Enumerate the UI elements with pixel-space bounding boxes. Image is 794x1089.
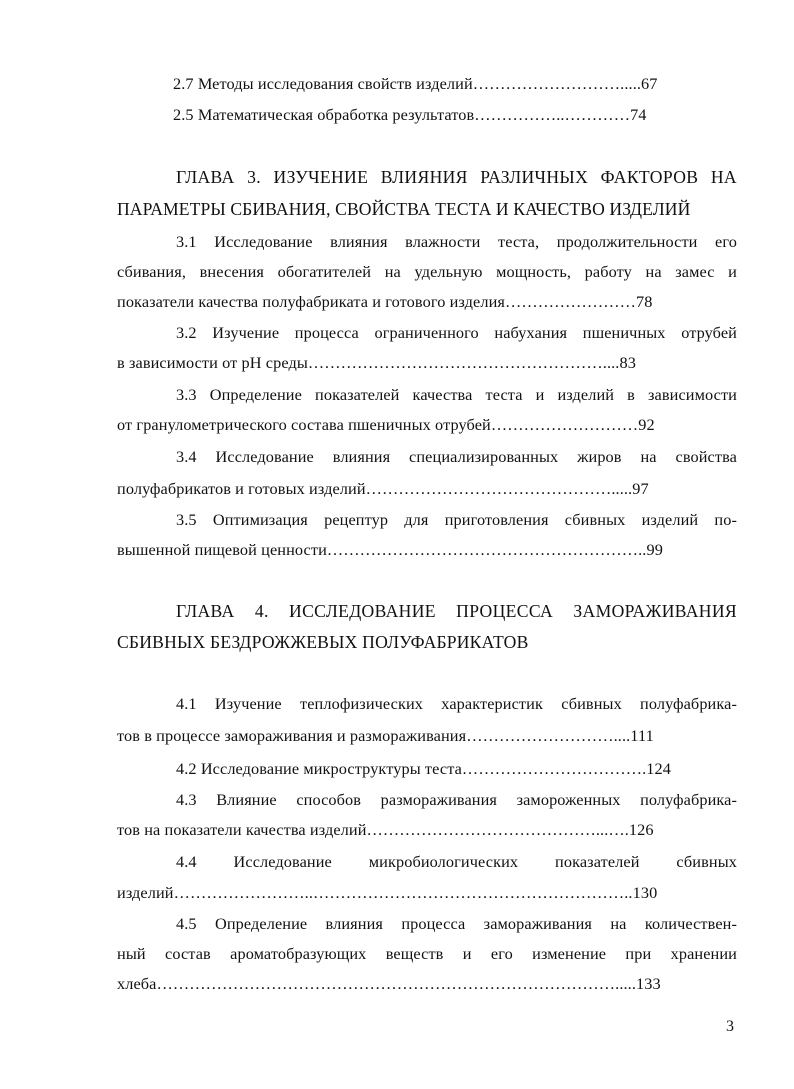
toc-entry-3-2-line-1: 3.2 Изучение процесса ограниченного набухания пшеничных отрубей (176, 323, 737, 342)
toc-entry-4-5-line-3: хлеба………………………………………………………………………….....133 (117, 974, 661, 993)
toc-entry-3-5-line-2: вышенной пищевой ценности…………………………………………………..99 (117, 540, 663, 559)
toc-entry-4-3-line-1: 4.3 Влияние способов размораживания замороженных полуфабрика- (176, 790, 737, 809)
page-number: 3 (726, 1018, 734, 1035)
toc-entry-3-3-line-2: от гранулометрического состава пшеничных отрубей………………………92 (117, 415, 655, 434)
toc-entry-2-5: 2.5 Математическая обработка результатов……………..…………74 (173, 105, 647, 124)
toc-entry-3-3-line-1: 3.3 Определение показателей качества теста и изделий в зависимости (176, 385, 737, 404)
toc-entry-3-1-line-3: показатели качества полуфабриката и готового изделия……………………78 (117, 292, 653, 311)
chapter-3-heading-line-2: ПАРАМЕТРЫ СБИВАНИЯ, СВОЙСТВА ТЕСТА И КАЧЕСТВО ИЗДЕЛИЙ (117, 199, 691, 219)
toc-entry-4-1-line-1: 4.1 Изучение теплофизических характеристик сбивных полуфабрика- (176, 694, 737, 713)
chapter-3-heading-line-1: ГЛАВА 3. ИЗУЧЕНИЕ ВЛИЯНИЯ РАЗЛИЧНЫХ ФАКТОРОВ НА (176, 167, 737, 187)
toc-entry-3-1-line-1: 3.1 Исследование влияния влажности теста, продолжительности его (176, 232, 737, 251)
toc-entry-4-1-line-2: тов в процессе замораживания и размораживания………………………....111 (117, 726, 654, 745)
toc-entry-2-7: 2.7 Методы исследования свойств изделий……………………….....67 (173, 74, 658, 93)
toc-entry-4-5-line-2: ный состав ароматобразующих веществ и его изменение при хранении (117, 944, 737, 963)
toc-entry-4-3-line-2: тов на показатели качества изделий……………………………………...….126 (117, 820, 654, 839)
toc-entry-3-1-line-2: сбивания, внесения обогатителей на удельную мощность, работу на замес и (117, 262, 737, 281)
toc-entry-4-5-line-1: 4.5 Определение влияния процесса замораживания на количествен- (176, 914, 737, 933)
toc-entry-3-5-line-1: 3.5 Оптимизация рецептур для приготовления сбивных изделий по- (176, 510, 737, 529)
toc-entry-3-4-line-1: 3.4 Исследование влияния специализированных жиров на свойства (176, 447, 737, 466)
toc-entry-3-4-line-2: полуфабрикатов и готовых изделий……………………………………….....97 (117, 479, 649, 498)
toc-entry-4-4-line-1: 4.4 Исследование микробиологических показателей сбивных (176, 852, 737, 871)
chapter-4-heading-line-1: ГЛАВА 4. ИССЛЕДОВАНИЕ ПРОЦЕССА ЗАМОРАЖИВАНИЯ (176, 601, 737, 621)
toc-entry-4-2: 4.2 Исследование микроструктуры теста…………………………….124 (176, 759, 672, 778)
toc-entry-3-2-line-2: в зависимости от рН среды………………………………………………....83 (117, 353, 636, 372)
chapter-4-heading-line-2: СБИВНЫХ БЕЗДРОЖЖЕВЫХ ПОЛУФАБРИКАТОВ (117, 632, 529, 652)
toc-entry-4-4-line-2: изделий……………………..…………………………………………………..130 (117, 883, 658, 902)
